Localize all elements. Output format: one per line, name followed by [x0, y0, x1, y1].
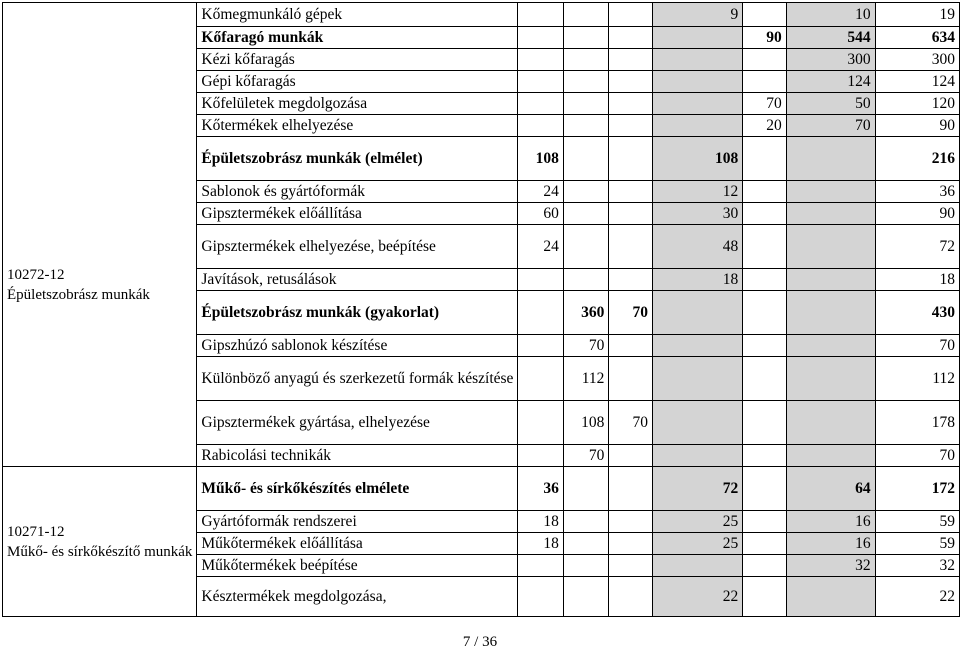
hours-cell	[609, 445, 653, 467]
total-cell: 90	[875, 203, 959, 225]
module-title: Épületszobrász munkák	[7, 287, 150, 303]
total-cell: 124	[875, 71, 959, 93]
total-cell: 72	[875, 225, 959, 269]
row-name: Épületszobrász munkák (elmélet)	[197, 137, 518, 181]
hours-cell: 16	[786, 533, 875, 555]
hours-cell	[518, 291, 564, 335]
hours-cell	[518, 445, 564, 467]
hours-cell	[743, 555, 787, 577]
hours-cell	[609, 577, 653, 617]
hours-cell	[609, 467, 653, 511]
hours-cell	[786, 357, 875, 401]
hours-cell	[563, 71, 609, 93]
module-title: Műkő- és sírkőkészítő munkák	[7, 543, 193, 560]
hours-cell	[743, 203, 787, 225]
hours-cell	[609, 555, 653, 577]
hours-cell: 18	[518, 511, 564, 533]
module-code: 10272-12	[7, 267, 65, 283]
hours-cell	[518, 115, 564, 137]
hours-cell	[609, 533, 653, 555]
hours-cell: 108	[652, 137, 742, 181]
hours-cell	[609, 181, 653, 203]
row-name: Különböző anyagú és szerkezetű formák készítése	[197, 357, 518, 401]
hours-cell: 12	[652, 181, 742, 203]
hours-cell: 112	[563, 357, 609, 401]
hours-cell	[609, 49, 653, 71]
hours-cell	[518, 401, 564, 445]
hours-cell	[786, 291, 875, 335]
total-cell: 216	[875, 137, 959, 181]
total-cell: 112	[875, 357, 959, 401]
hours-cell	[609, 269, 653, 291]
hours-cell	[518, 335, 564, 357]
hours-cell: 32	[786, 555, 875, 577]
hours-cell	[652, 71, 742, 93]
hours-cell	[609, 357, 653, 401]
hours-cell	[563, 27, 609, 49]
row-name: Gipszhúzó sablonok készítése	[197, 335, 518, 357]
hours-cell	[652, 93, 742, 115]
hours-cell: 70	[563, 445, 609, 467]
hours-cell	[609, 3, 653, 27]
hours-cell: 24	[518, 225, 564, 269]
hours-cell	[652, 445, 742, 467]
hours-cell	[563, 511, 609, 533]
hours-cell	[563, 181, 609, 203]
hours-cell	[786, 445, 875, 467]
hours-cell	[609, 93, 653, 115]
row-name: Épületszobrász munkák (gyakorlat)	[197, 291, 518, 335]
hours-cell: 25	[652, 511, 742, 533]
hours-cell	[786, 137, 875, 181]
row-name: Késztermékek megdolgozása,	[197, 577, 518, 617]
row-name: Műkő- és sírkőkészítés elmélete	[197, 467, 518, 511]
hours-cell	[563, 269, 609, 291]
hours-cell	[563, 115, 609, 137]
hours-cell: 70	[563, 335, 609, 357]
table-row	[3, 3, 960, 27]
hours-cell	[743, 269, 787, 291]
hours-cell	[743, 3, 787, 27]
hours-cell	[743, 71, 787, 93]
total-cell: 634	[875, 27, 959, 49]
hours-cell	[609, 27, 653, 49]
hours-cell	[743, 533, 787, 555]
row-name: Javítások, retusálások	[197, 269, 518, 291]
hours-cell: 18	[652, 269, 742, 291]
hours-cell	[563, 49, 609, 71]
hours-cell	[563, 225, 609, 269]
total-cell: 70	[875, 445, 959, 467]
hours-cell: 60	[518, 203, 564, 225]
hours-cell: 64	[786, 467, 875, 511]
total-cell: 120	[875, 93, 959, 115]
hours-cell	[786, 401, 875, 445]
total-cell: 90	[875, 115, 959, 137]
hours-cell	[786, 335, 875, 357]
total-cell: 172	[875, 467, 959, 511]
hours-cell	[743, 511, 787, 533]
hours-cell	[609, 71, 653, 93]
total-cell: 36	[875, 181, 959, 203]
hours-cell	[743, 335, 787, 357]
hours-cell	[518, 555, 564, 577]
hours-cell: 50	[786, 93, 875, 115]
total-cell: 22	[875, 577, 959, 617]
hours-cell	[786, 181, 875, 203]
hours-cell: 10	[786, 3, 875, 27]
hours-cell: 22	[652, 577, 742, 617]
hours-cell	[652, 555, 742, 577]
hours-cell	[743, 577, 787, 617]
hours-cell: 25	[652, 533, 742, 555]
hours-cell: 360	[563, 291, 609, 335]
row-name: Kőmegmunkáló gépek	[197, 3, 518, 27]
hours-cell	[652, 49, 742, 71]
hours-cell	[563, 467, 609, 511]
hours-cell	[652, 401, 742, 445]
row-name: Műkőtermékek beépítése	[197, 555, 518, 577]
hours-cell	[743, 467, 787, 511]
total-cell: 70	[875, 335, 959, 357]
hours-cell	[743, 291, 787, 335]
hours-table	[2, 2, 960, 617]
row-name: Gipsztermékek gyártása, elhelyezése	[197, 401, 518, 445]
total-cell: 59	[875, 511, 959, 533]
hours-cell	[652, 335, 742, 357]
total-cell: 59	[875, 533, 959, 555]
hours-cell: 16	[786, 511, 875, 533]
hours-cell: 18	[518, 533, 564, 555]
hours-cell	[609, 511, 653, 533]
hours-cell	[518, 357, 564, 401]
module-cell	[3, 467, 197, 617]
hours-cell	[609, 335, 653, 357]
row-name: Gyártóformák rendszerei	[197, 511, 518, 533]
hours-cell	[743, 401, 787, 445]
hours-cell: 48	[652, 225, 742, 269]
hours-cell: 70	[786, 115, 875, 137]
hours-cell: 300	[786, 49, 875, 71]
total-cell: 32	[875, 555, 959, 577]
hours-cell	[563, 137, 609, 181]
row-name: Gipsztermékek elhelyezése, beépítése	[197, 225, 518, 269]
hours-cell: 124	[786, 71, 875, 93]
hours-cell: 108	[518, 137, 564, 181]
hours-cell: 72	[652, 467, 742, 511]
hours-cell	[563, 93, 609, 115]
hours-cell	[652, 115, 742, 137]
row-name: Kőfelületek megdolgozása	[197, 93, 518, 115]
hours-cell	[652, 291, 742, 335]
hours-cell	[563, 203, 609, 225]
hours-cell	[786, 203, 875, 225]
hours-cell	[609, 115, 653, 137]
hours-cell	[743, 49, 787, 71]
hours-cell	[563, 577, 609, 617]
hours-cell	[609, 137, 653, 181]
hours-cell: 70	[743, 93, 787, 115]
row-name: Műkőtermékek előállítása	[197, 533, 518, 555]
hours-cell: 544	[786, 27, 875, 49]
hours-cell	[609, 203, 653, 225]
hours-cell	[563, 555, 609, 577]
module-code: 10271-12	[7, 523, 65, 540]
hours-cell	[518, 93, 564, 115]
hours-cell	[743, 445, 787, 467]
row-name: Kőfaragó munkák	[197, 27, 518, 49]
hours-cell: 30	[652, 203, 742, 225]
hours-cell: 20	[743, 115, 787, 137]
total-cell: 18	[875, 269, 959, 291]
hours-cell: 9	[652, 3, 742, 27]
total-cell: 430	[875, 291, 959, 335]
hours-cell: 24	[518, 181, 564, 203]
hours-cell	[743, 137, 787, 181]
page-number: 7 / 36	[462, 634, 498, 650]
hours-cell	[743, 225, 787, 269]
hours-cell	[743, 181, 787, 203]
hours-cell	[563, 533, 609, 555]
hours-cell	[563, 3, 609, 27]
row-name: Gipsztermékek előállítása	[197, 203, 518, 225]
hours-cell	[786, 269, 875, 291]
total-cell: 178	[875, 401, 959, 445]
row-name: Gépi kőfaragás	[197, 71, 518, 93]
table-row	[3, 467, 960, 511]
total-cell: 19	[875, 3, 959, 27]
row-name: Sablonok és gyártóformák	[197, 181, 518, 203]
hours-cell	[786, 225, 875, 269]
total-cell: 300	[875, 49, 959, 71]
hours-cell	[743, 357, 787, 401]
hours-cell	[518, 49, 564, 71]
hours-cell: 70	[609, 291, 653, 335]
hours-cell	[609, 225, 653, 269]
row-name: Rabicolási technikák	[197, 445, 518, 467]
hours-cell	[786, 577, 875, 617]
row-name: Kézi kőfaragás	[197, 49, 518, 71]
hours-cell: 36	[518, 467, 564, 511]
hours-cell	[518, 27, 564, 49]
hours-cell: 108	[563, 401, 609, 445]
hours-cell	[652, 357, 742, 401]
hours-cell	[518, 71, 564, 93]
hours-cell	[652, 27, 742, 49]
hours-cell	[518, 577, 564, 617]
hours-cell	[518, 3, 564, 27]
module-cell	[3, 3, 197, 467]
hours-cell: 90	[743, 27, 787, 49]
row-name: Kőtermékek elhelyezése	[197, 115, 518, 137]
hours-cell	[518, 269, 564, 291]
hours-cell: 70	[609, 401, 653, 445]
